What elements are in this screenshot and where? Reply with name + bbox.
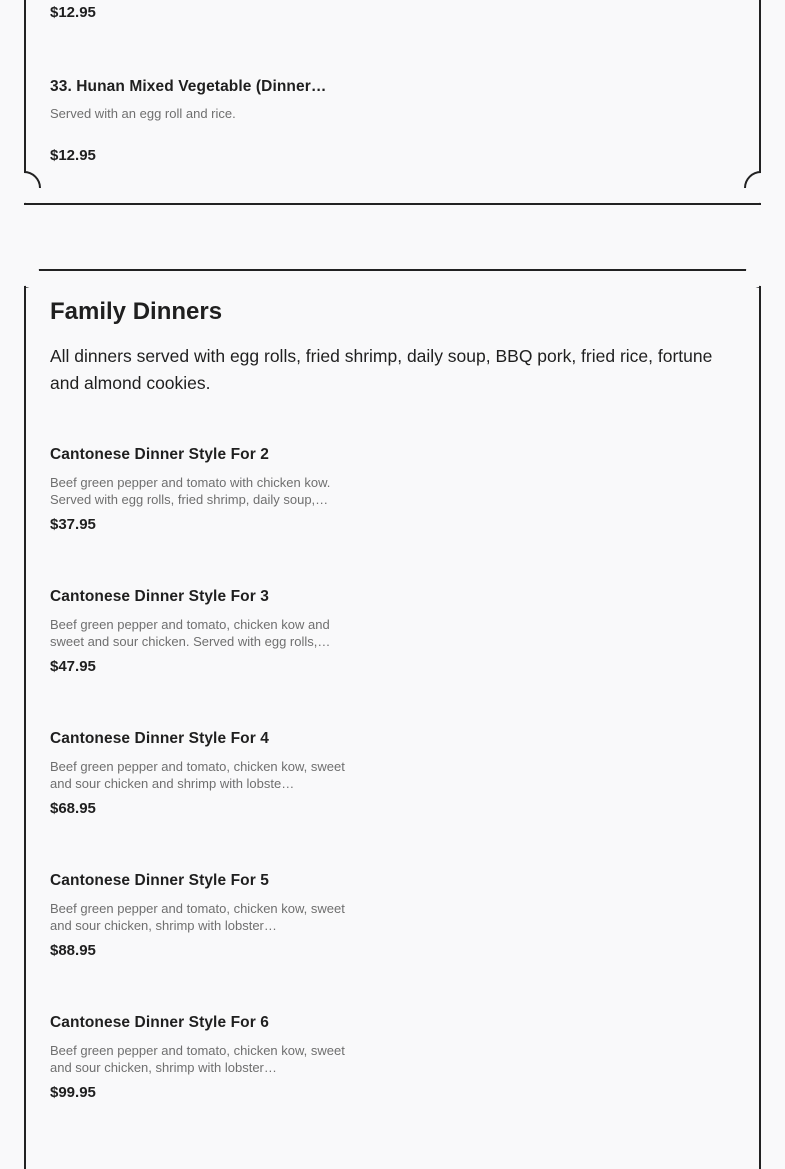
item-description: Beef green pepper and tomato, chicken kow, sweet and sour chicken, shrimp with lobster… bbox=[50, 1043, 345, 1075]
list-item[interactable] bbox=[50, 730, 370, 817]
item-name: Cantonese Dinner Style For 6 bbox=[50, 1014, 269, 1031]
item-price: $37.95 bbox=[50, 516, 96, 533]
item-name: Cantonese Dinner Style For 3 bbox=[50, 588, 269, 605]
item-name: Cantonese Dinner Style For 5 bbox=[50, 872, 269, 889]
item-description: Beef green pepper and tomato with chicken kow. Served with egg rolls, fried shrimp, daily soup,… bbox=[50, 475, 331, 507]
list-item[interactable] bbox=[50, 588, 370, 675]
section-subtitle: All dinners served with egg rolls, fried shrimp, daily soup, BBQ pork, fried rice, fortune and almond cookies. bbox=[50, 346, 713, 393]
item-name: Cantonese Dinner Style For 2 bbox=[50, 446, 269, 463]
item-name: 33. Hunan Mixed Vegetable (Dinner… bbox=[50, 78, 327, 95]
item-description: Beef green pepper and tomato, chicken kow, sweet and sour chicken, shrimp with lobster… bbox=[50, 901, 345, 933]
item-price: $47.95 bbox=[50, 658, 96, 675]
item-price: $68.95 bbox=[50, 800, 96, 817]
item-price: $99.95 bbox=[50, 1084, 96, 1101]
list-item[interactable] bbox=[50, 1014, 370, 1101]
item-description: Beef green pepper and tomato, chicken kow and sweet and sour chicken. Served with egg rolls,… bbox=[50, 617, 331, 649]
section-title: Family Dinners bbox=[50, 298, 223, 325]
item-description: Served with an egg roll and rice. bbox=[50, 106, 236, 121]
item-name: Cantonese Dinner Style For 4 bbox=[50, 730, 269, 747]
list-item[interactable] bbox=[50, 4, 370, 21]
item-price: $88.95 bbox=[50, 942, 96, 959]
item-price: $12.95 bbox=[50, 4, 96, 21]
item-description: Beef green pepper and tomato, chicken kow, sweet and sour chicken and shrimp with lobste… bbox=[50, 759, 345, 791]
list-item[interactable] bbox=[50, 78, 370, 164]
list-item[interactable] bbox=[50, 446, 370, 533]
list-item[interactable] bbox=[50, 872, 370, 959]
item-price: $12.95 bbox=[50, 147, 96, 164]
